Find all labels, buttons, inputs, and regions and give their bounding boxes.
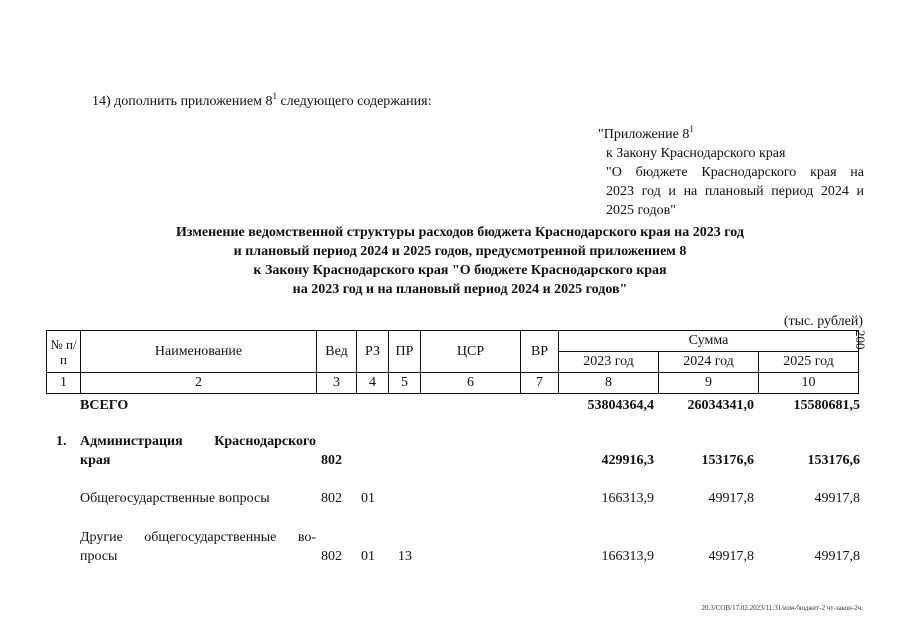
colnum-5: 5 [389,373,421,394]
row-2023: 166313,9 [601,549,654,564]
row-2023: 166313,9 [601,491,654,506]
colnum-2: 2 [81,373,317,394]
header-csr: ЦСР [421,331,521,373]
colnum-9: 9 [659,373,759,394]
row-2025: 49917,8 [814,491,860,506]
appendix-line-3: "О бюджете Краснодарского края на [606,165,864,180]
header-name: Наименование [81,331,317,373]
header-2023: 2023 год [559,352,659,373]
colnum-3: 3 [317,373,357,394]
appendix-line-2: к Закону Краснодарского края [606,146,786,161]
title-line-2: и плановый период 2024 и 2025 годов, предусмотренной приложением 8 [233,244,687,259]
intro-text-end: следующего содержания: [276,94,432,109]
row-2024: 153176,6 [701,453,754,468]
intro-superscript: 1 [272,91,277,101]
total-2024: 26034341,0 [687,398,754,413]
row-rz: 01 [361,549,375,564]
appendix-header [598,120,864,220]
row-name-line2: просы [80,549,118,564]
title-line-3: к Закону Краснодарского края "О бюджете Краснодарского края [253,263,667,278]
footer-reference: 20.3/СОВ/17.02.2023/11:31/изм-бюджет-2 чт-закон-2ч. [701,604,863,612]
row-2023: 429916,3 [601,453,654,468]
row-num: 1. [56,434,67,449]
amendment-intro [92,91,432,110]
header-ved: Вед [317,331,357,373]
row-name-line2: края [80,453,111,468]
appendix-line-4: 2023 год и на плановый период 2024 и [606,184,864,199]
row-name-line1: Администрация Краснодарского [80,434,316,449]
title-line-1: Изменение ведомственной структуры расходов бюджета Краснодарского края на 2023 год [176,225,744,240]
row-ved: 802 [321,491,342,506]
intro-text: 14) дополнить приложением 8 [92,94,273,109]
row-pr: 13 [398,549,412,564]
row-ved: 802 [321,549,342,564]
row-name-line1: Общегосударственные вопросы [80,491,270,506]
colnum-6: 6 [421,373,521,394]
row-rz: 01 [361,491,375,506]
colnum-10: 10 [759,373,859,394]
budget-table-header [46,330,859,394]
header-sum: Сумма [559,331,859,352]
header-2024: 2024 год [659,352,759,373]
row-2024: 49917,8 [708,491,754,506]
header-2025: 2025 год [759,352,859,373]
colnum-1: 1 [47,373,81,394]
row-2025: 49917,8 [814,549,860,564]
appendix-line-5: 2025 годов" [606,203,676,218]
row-2025: 153176,6 [807,453,860,468]
total-2023: 53804364,4 [587,398,654,413]
page-number: 200 [853,330,868,350]
total-2025: 15580681,5 [793,398,860,413]
row-name-line1: Другие общегосударственные во- [80,530,316,545]
header-rz: РЗ [357,331,389,373]
header-pr: ПР [389,331,421,373]
total-label: ВСЕГО [80,398,129,413]
row-2024: 49917,8 [708,549,754,564]
title-line-4: на 2023 год и на плановый период 2024 и 2025 годов" [292,282,628,297]
header-vr: ВР [521,331,559,373]
document-title [100,223,820,299]
colnum-8: 8 [559,373,659,394]
appendix-line-1: "Приложение $8^1$ [598,124,694,142]
row-ved: 802 [321,453,342,468]
colnum-7: 7 [521,373,559,394]
colnum-4: 4 [357,373,389,394]
units-label: (тыс. рублей) [783,314,863,329]
header-num: № п/п [47,331,81,373]
